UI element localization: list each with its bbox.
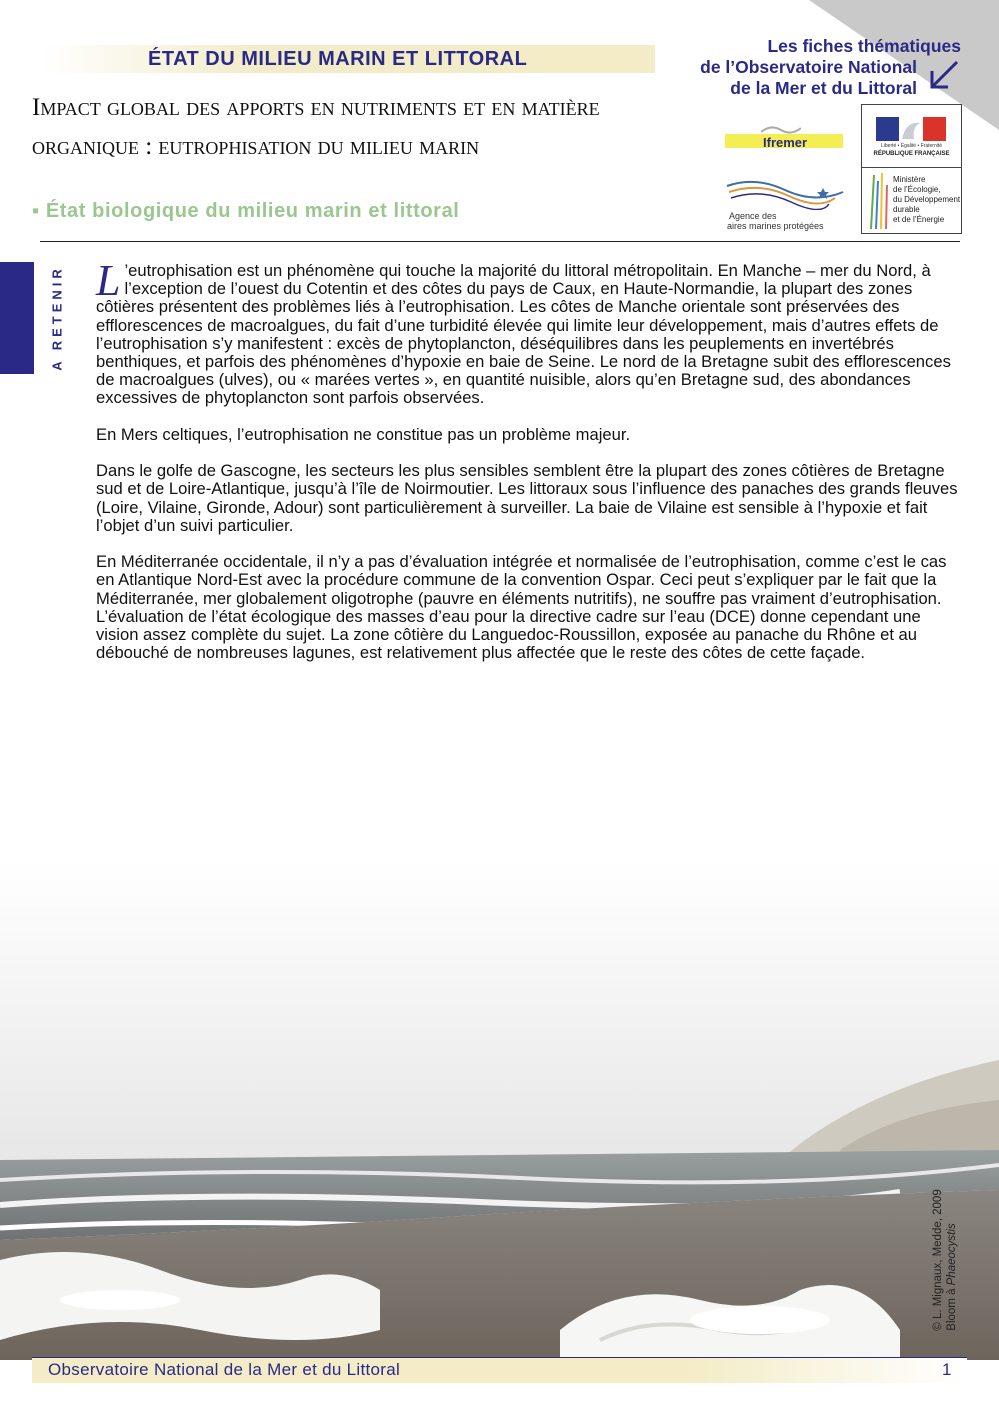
ifremer-label: Ifremer	[763, 135, 808, 150]
ifremer-logo	[725, 124, 843, 154]
page-title: Impact global des apports en nutriments et en matière organique : eutrophisation du milieu marin	[32, 94, 600, 160]
paragraph-4: En Méditerranée occidentale, il n’y a pas d’évaluation intégrée et normalisée de l’eutrophisation, comme c’est le cas en Atlantique Nord-Est avec la procédure commune de la convention Ospar. Ceci peut s’expliquer par le fait que la Méditerranée, mer globalement oligotrophe (pauvre en éléments nutritifs), ne souffre pas vraiment d’eutrophisation. L’évaluation de l’état écologique des masses d’eau pour la directive cadre sur l’eau (DCE) donne cependant une vision assez complète du sujet. La zone côtière du Languedoc-Roussillon, exposée au panache du Rhône et au débouché de nombreuses lagunes, est relativement plus affectée que le reste des côtes de cette façade.	[96, 552, 947, 663]
arrow-down-left-icon	[927, 58, 961, 92]
ministry-republique: RÉPUBLIQUE FRANÇAISE	[873, 151, 950, 157]
footer-line	[32, 1357, 967, 1358]
fiches-line-2: de l’Observatoire National	[700, 57, 917, 77]
fiches-line-1: Les fiches thématiques	[767, 36, 961, 56]
beach-foam-photo	[0, 860, 999, 1360]
aamp-waves-icon	[725, 178, 845, 210]
credit-line-1: © L. Mignaux, Medde, 2009	[932, 1189, 944, 1331]
aamp-logo	[725, 178, 845, 233]
aamp-line-1: Agence des	[729, 211, 777, 221]
ministry-line-1: Ministère	[893, 175, 926, 184]
credit-line-2	[945, 1189, 959, 1330]
footer-title: Observatoire National de la Mer et du Littoral	[48, 1360, 401, 1379]
ministry-stripes-icon	[868, 171, 890, 229]
credit-line-2-prefix: Bloom à	[946, 1285, 958, 1331]
fiches-thematiques	[700, 36, 961, 99]
marianne-flag-icon	[876, 117, 946, 141]
ministry-text	[893, 175, 960, 225]
paragraph-1	[96, 256, 962, 408]
paragraph-3: Dans le golfe de Gascogne, les secteurs les plus sensibles semblent être la plupart des zones côtières de Bretagne sud et de Loire-Atlantique, jusqu’à l’île de Noirmoutier. Les littoraux sous l’influence des panaches des grands fleuves (Loire, Vilaine, Gironde, Adour) sont particulièrement à surveiller. La baie de Vilaine est sensible à l’hypoxie et fait l’objet d’un suivi particulier.	[96, 461, 958, 535]
credit-line-2-italic: Phaeocystis	[946, 1223, 958, 1286]
ministry-line-3: du Développement	[893, 195, 961, 204]
paragraph-1-text: ’eutrophisation est un phénomène qui touche la majorité du littoral métropolitain. En Manche – mer du Nord, à l’exception de l’ouest du Cotentin et des côtes du pays de Caux, en Haute-Normandie, la plupart des zones côtières présentent des problèmes liés à l’eutrophisation. Les côtes de Manche orientale sont préservées des efflorescences de macroalgues, du fait d’une turbidité élevée qui limite leur développement, mais d’autres effets de l’eutrophisation s’y manifestent : excès de phytoplancton, déséquilibres dans les peuplements en invertébrés benthiques, et parfois des phénomènes d’hypoxie en baie de Seine. Le nord de la Bretagne subit des efflorescences de macroalgues (ulves), ou « marées vertes », en quantité nuisible, alors qu’en Bretagne sud, des abondances excessives de phytoplancton sont parfois observées.	[96, 261, 951, 408]
drop-cap: L	[96, 256, 121, 305]
ministry-motto: Liberté • Égalité • Fraternité	[880, 143, 943, 149]
page-subtitle: ▪ État biologique du milieu marin et littoral	[32, 200, 460, 222]
body-text	[96, 256, 962, 681]
aamp-line-2: aires marines protégées	[727, 221, 824, 231]
ministry-line-4: durable	[893, 205, 920, 214]
side-tab	[0, 262, 34, 374]
ministry-line-2: de l’Écologie,	[893, 185, 941, 194]
page-number: 1	[942, 1360, 952, 1379]
fiches-line-3: de la Mer et du Littoral	[730, 78, 917, 98]
ministry-logo	[861, 104, 962, 234]
ifremer-wave-icon	[761, 124, 801, 134]
header-rule	[40, 241, 960, 242]
section-label: ÉTAT DU MILIEU MARIN ET LITTORAL	[148, 48, 528, 70]
a-retenir-label: A RETENIR	[49, 265, 65, 371]
paragraph-2: En Mers celtiques, l’eutrophisation ne constitue pas un problème majeur.	[96, 424, 631, 444]
photo-credit	[931, 1189, 959, 1330]
ministry-line-5: et de l’Énergie	[893, 215, 945, 224]
